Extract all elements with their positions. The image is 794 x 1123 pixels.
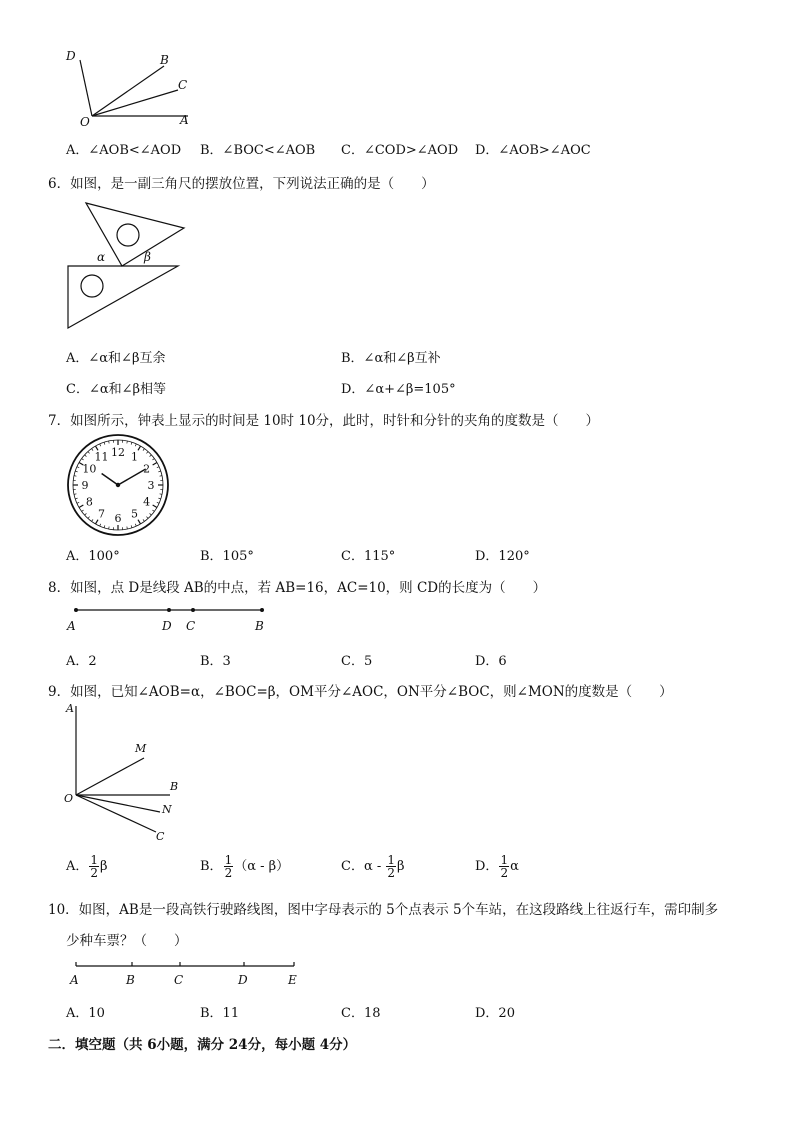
label-O: O — [80, 115, 90, 128]
clock-number: 6 — [114, 512, 122, 525]
clock-tick — [160, 476, 162, 477]
clock-tick — [77, 467, 79, 468]
label-A: A — [180, 113, 189, 127]
q9-option-c: C．α - $\frac{1}{2}$ β — [341, 853, 405, 880]
clock-tick — [127, 527, 128, 529]
clock-tick — [109, 441, 110, 443]
q10-option-b: B．11 — [200, 1006, 240, 1021]
label-A: A — [70, 973, 79, 987]
q10-option-d: D．20 — [475, 1006, 515, 1021]
clock-number: 9 — [81, 479, 89, 492]
clock-tick — [75, 498, 77, 499]
q10-option-a: A．10 — [66, 1006, 105, 1021]
q9-option-a: A． $\frac{1}{2}$ β — [66, 853, 108, 880]
clock-number: 4 — [143, 495, 151, 509]
clock-tick — [143, 519, 144, 521]
q5-option-c: C．∠COD>∠AOD — [341, 143, 459, 158]
q9-stem: 9．如图，已知∠AOB=α，∠BOC=β，OM平分∠AOC，ON平分∠BOC，则∠MON的度数是（ ） — [48, 684, 673, 700]
clock-tick — [131, 442, 132, 444]
clock-tick — [152, 510, 154, 511]
q6-option-c: C．∠α和∠β相等 — [66, 382, 167, 397]
q9-option-d: D． $\frac{1}{2}$ α — [475, 853, 519, 880]
clock-tick — [85, 455, 87, 457]
clock-tick — [157, 467, 159, 468]
label-B: B — [126, 973, 135, 987]
clock-tick — [138, 520, 141, 524]
q6-option-b: B．∠α和∠β互补 — [341, 351, 441, 366]
q8-stem: 8．如图，点 D是线段 AB的中点，若 AB=16，AC=10，则 CD的长度为（ ） — [48, 580, 547, 596]
label-D: D — [66, 49, 76, 63]
q6-option-a: A．∠α和∠β互余 — [66, 351, 166, 366]
label-alpha: α — [97, 250, 106, 264]
clock-tick — [85, 513, 87, 515]
q8-option-c: C．5 — [341, 654, 373, 669]
q7-option-a: A．100° — [66, 549, 120, 564]
label-C: C — [174, 973, 184, 987]
clock-tick — [150, 455, 152, 457]
clock-tick — [82, 510, 84, 511]
clock-number: 2 — [143, 462, 151, 476]
clock-number: 7 — [98, 507, 105, 521]
clock-number: 8 — [85, 495, 93, 509]
label-D: D — [238, 973, 248, 987]
clock-minute-hand — [118, 469, 146, 485]
q5-angle-figure — [60, 48, 200, 128]
clock-center — [116, 483, 120, 487]
q6-option-d: D．∠α+∠β=105° — [341, 382, 456, 397]
clock-tick — [153, 463, 157, 466]
q7-option-b: B．105° — [200, 549, 254, 564]
clock-tick — [100, 444, 101, 446]
clock-tick — [79, 505, 83, 508]
label-D: D — [162, 619, 172, 633]
q6-set-square-figure — [60, 198, 190, 332]
clock-tick — [104, 525, 105, 527]
label-B: B — [255, 619, 264, 633]
q8-segment-figure — [60, 600, 280, 636]
q7-stem: 7．如图所示，钟表上显示的时间是 10时 10分，此时，时针和分针的夹角的度数是（ ） — [48, 413, 600, 429]
clock-number: 1 — [131, 450, 138, 464]
label-beta: β — [144, 250, 151, 264]
clock-tick — [100, 524, 101, 526]
q8-option-d: D．6 — [475, 654, 507, 669]
clock-tick — [152, 459, 154, 460]
clock-tick — [131, 525, 132, 527]
q6-stem: 6．如图，是一副三角尺的摆放位置，下列说法正确的是（ ） — [48, 176, 435, 192]
q5-option-b: B．∠BOC<∠AOB — [200, 143, 316, 158]
q10-option-c: C．18 — [341, 1006, 381, 1021]
label-N: N — [162, 803, 172, 816]
label-C: C — [178, 78, 188, 92]
clock-number: 5 — [131, 507, 138, 521]
clock-number: 10 — [82, 462, 97, 476]
q10-route-figure — [60, 958, 310, 992]
clock-tick — [75, 471, 77, 472]
clock-tick — [143, 449, 144, 451]
section-2-heading: 二．填空题（共 6小题，满分 24分，每小题 4分） — [48, 1037, 357, 1053]
clock-tick — [135, 444, 136, 446]
label-A: A — [66, 702, 74, 715]
clock-tick — [92, 519, 93, 521]
clock-tick — [157, 502, 159, 503]
clock-tick — [135, 524, 136, 526]
clock-tick — [77, 502, 79, 503]
q9-option-b: B． $\frac{1}{2}$ （α - β） — [200, 853, 290, 880]
clock-tick — [88, 452, 90, 454]
label-A: A — [67, 619, 76, 633]
clock-number: 3 — [147, 479, 155, 492]
label-C: C — [186, 619, 196, 633]
label-C: C — [156, 830, 165, 843]
clock-tick — [88, 517, 90, 519]
clock-tick — [74, 476, 76, 477]
q8-option-b: B．3 — [200, 654, 231, 669]
clock-tick — [146, 452, 148, 454]
q5-option-a: A．∠AOB<∠AOD — [66, 143, 182, 158]
clock-tick — [138, 446, 141, 450]
label-O: O — [64, 792, 74, 805]
q7-option-c: C．115° — [341, 549, 396, 564]
clock-number: 11 — [94, 450, 109, 464]
clock-tick — [158, 498, 160, 499]
clock-tick — [82, 459, 84, 460]
clock-tick — [146, 517, 148, 519]
label-M: M — [135, 742, 147, 755]
clock-tick — [109, 527, 110, 529]
clock-hour-hand — [102, 474, 118, 485]
q10-stem-line2: 少种车票？（ ） — [66, 933, 188, 949]
clock-tick — [92, 449, 93, 451]
q9-angle-figure — [60, 700, 190, 850]
label-E: E — [288, 973, 297, 987]
clock-tick — [74, 494, 76, 495]
clock-number: 12 — [111, 446, 125, 459]
q5-option-d: D．∠AOB>∠AOC — [475, 143, 591, 158]
q10-stem-line1: 10．如图，AB是一段高铁行驶路线图，图中字母表示的 5个点表示 5个车站，在这段路线上往返行车，需印制多 — [48, 902, 719, 918]
clock-tick — [150, 513, 152, 515]
q7-option-d: D．120° — [475, 549, 530, 564]
clock-tick — [153, 505, 157, 508]
label-B: B — [160, 53, 169, 67]
q8-option-a: A．2 — [66, 654, 97, 669]
clock-tick — [104, 442, 105, 444]
clock-tick — [127, 441, 128, 443]
label-B: B — [170, 780, 179, 793]
clock-tick — [158, 471, 160, 472]
q7-clock-figure — [66, 433, 170, 537]
clock-tick — [160, 494, 162, 495]
